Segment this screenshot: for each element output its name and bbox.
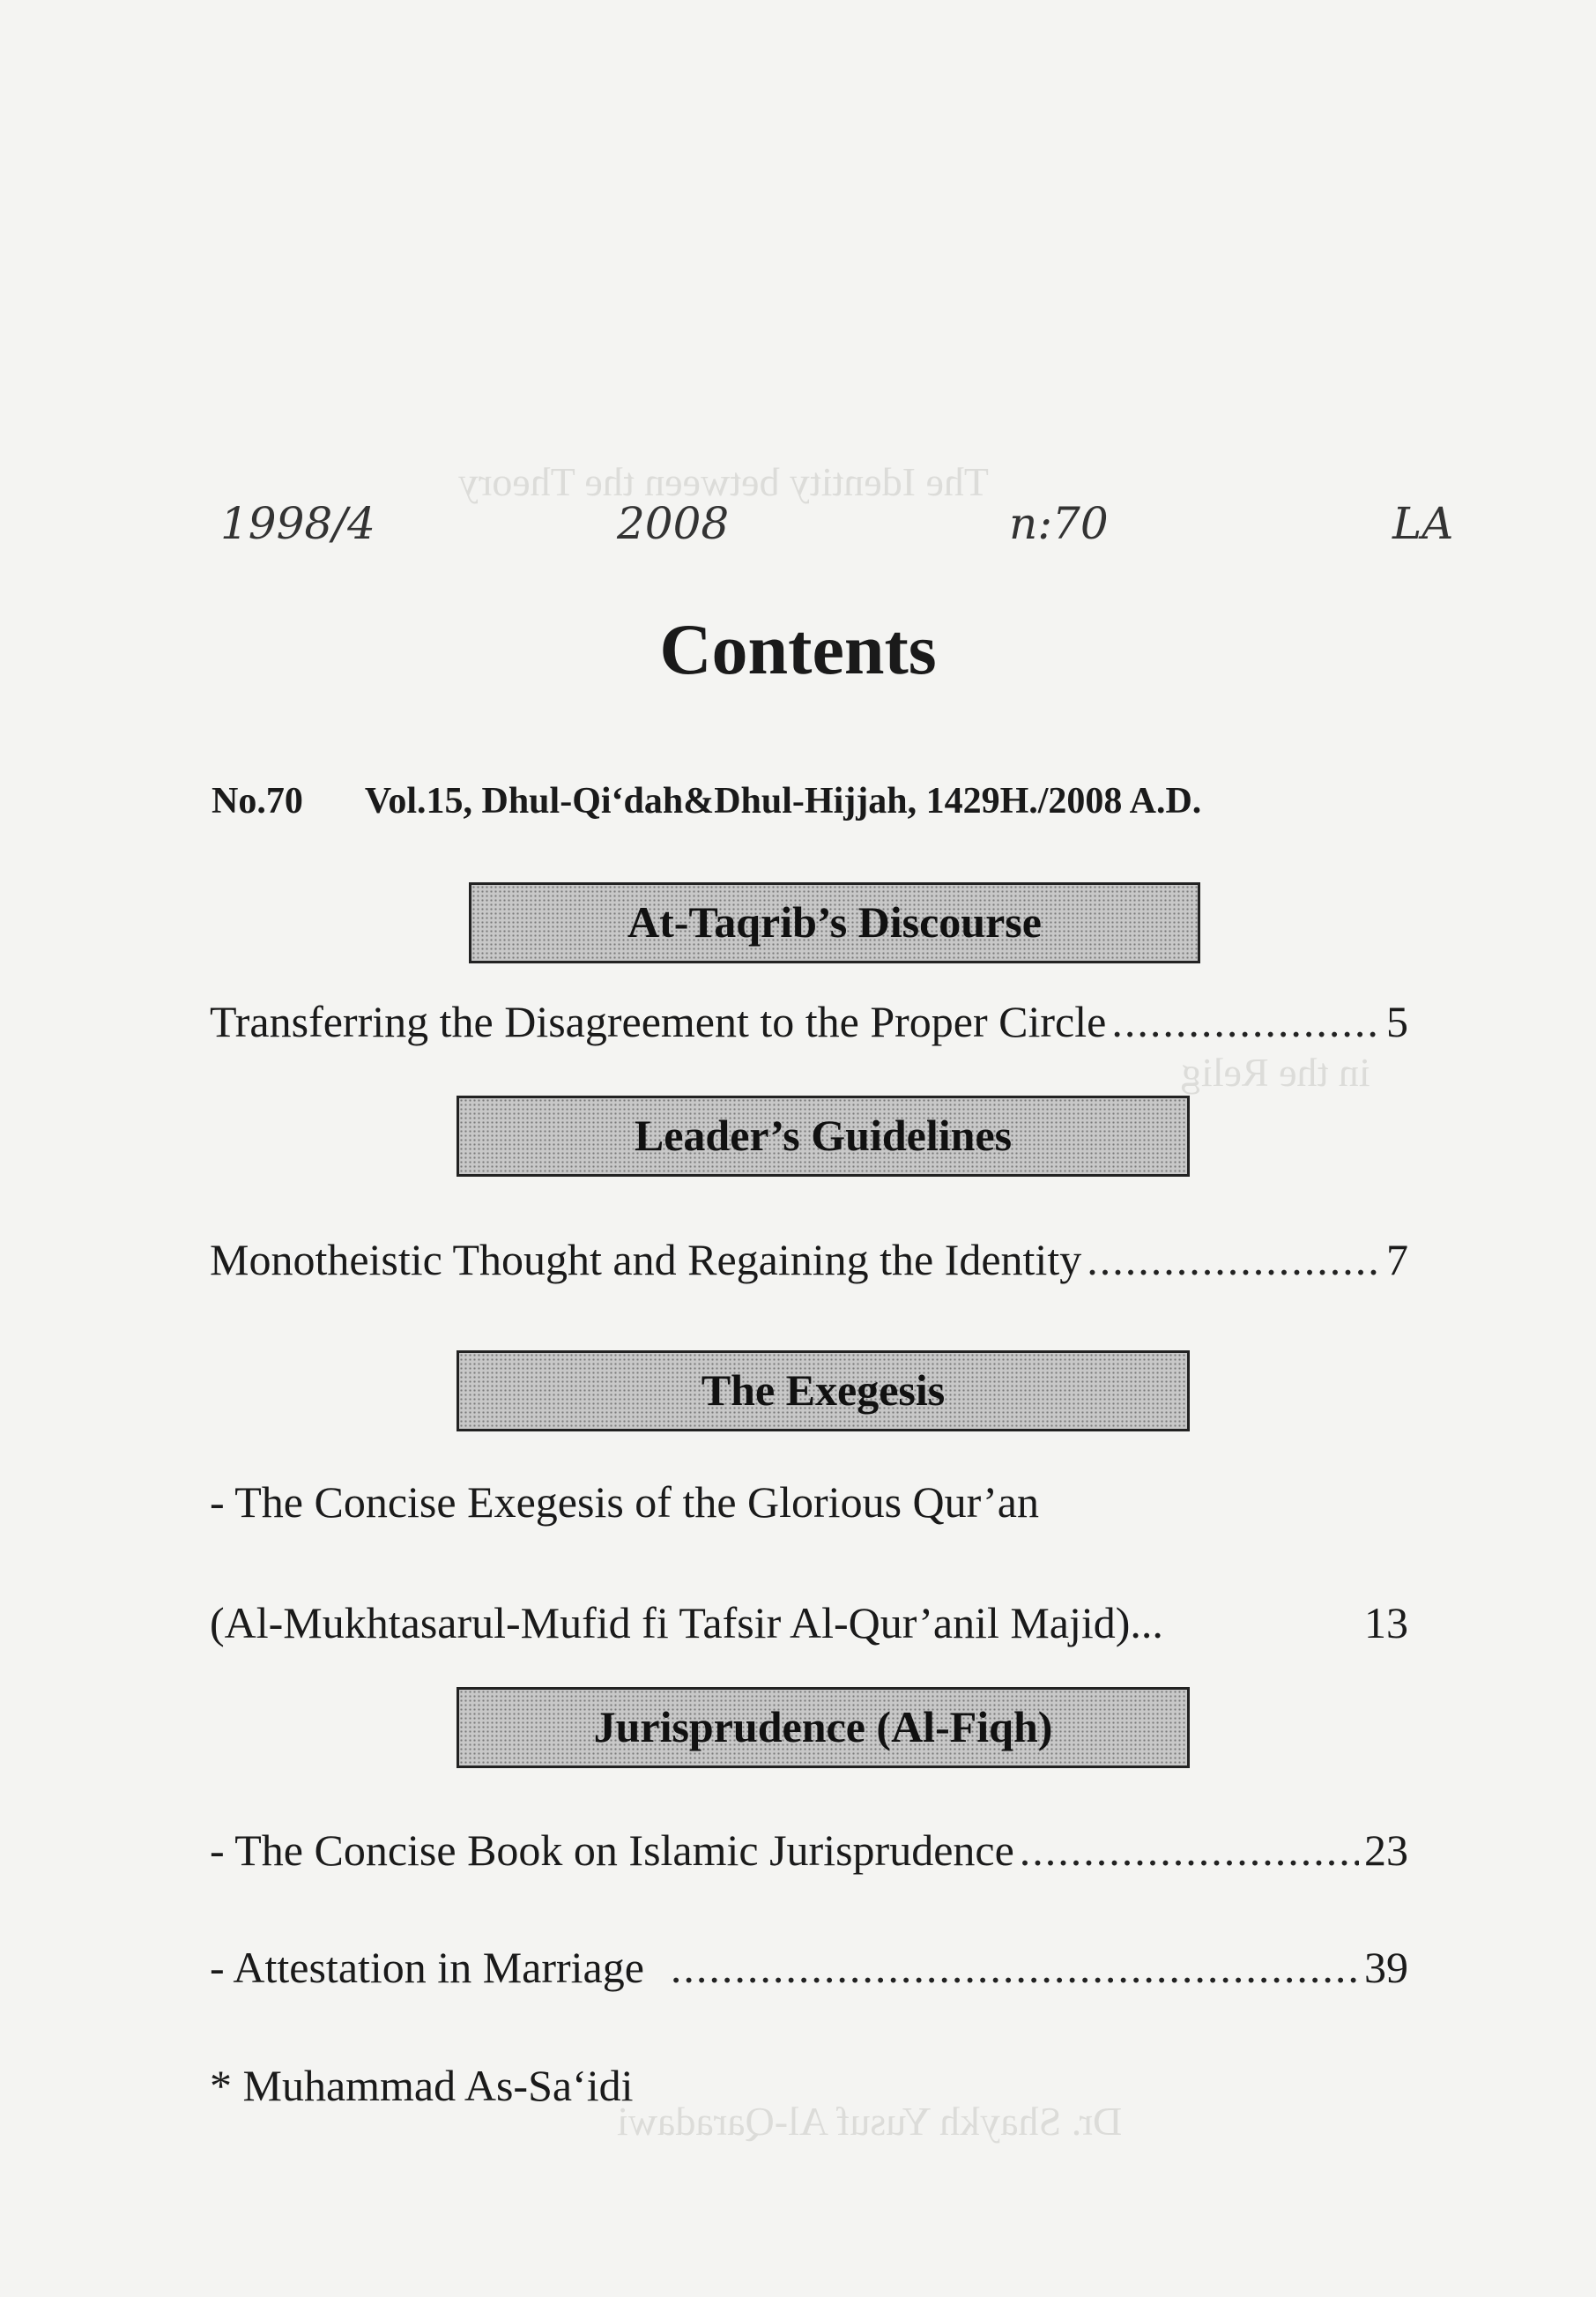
issue-number: No.70: [212, 781, 303, 821]
leader-dots: [671, 1942, 1359, 1993]
bleed-through-text: in the Relig: [1181, 1050, 1370, 1095]
toc-entry[interactable]: [210, 1942, 1408, 1993]
leader-dots: [1087, 1234, 1381, 1285]
page-title: Contents: [659, 609, 937, 689]
toc-entry-title: Transferring the Disagreement to the Proper Circle: [210, 997, 1107, 1046]
toc-entry-title: Monotheistic Thought and Regaining the Identity: [210, 1235, 1082, 1284]
handwritten-note: 2008: [617, 498, 730, 549]
bleed-through-text: Dr. Shaykh Yusuf Al-Qaradawi: [617, 2099, 1123, 2144]
toc-entry[interactable]: [210, 1597, 1408, 1648]
toc-entry-page: 5: [1386, 997, 1408, 1046]
toc-entry-page: 23: [1364, 1825, 1408, 1875]
toc-entry-page: 13: [1364, 1598, 1408, 1647]
toc-entry-title: (Al-Mukhtasarul-Mufid fi Tafsir Al-Qur’anil Majid)...: [210, 1598, 1163, 1647]
section-heading: Jurisprudence (Al-Fiqh): [457, 1687, 1190, 1768]
section-heading: Leader’s Guidelines: [457, 1096, 1190, 1177]
leader-dots: [1111, 996, 1381, 1047]
toc-entry-title: - Attestation in Marriage: [210, 1943, 644, 1992]
toc-entry[interactable]: [210, 1825, 1408, 1876]
toc-entry-title[interactable]: - The Concise Exegesis of the Glorious Qur’an: [210, 1477, 1039, 1527]
handwritten-note: LA: [1392, 498, 1454, 549]
bleed-through-text: The Identity between the Theory: [458, 459, 990, 504]
author-name: * Muhammad As-Sa‘idi: [210, 2061, 634, 2110]
handwritten-note: n:70: [1009, 498, 1109, 549]
toc-entry[interactable]: [210, 1234, 1408, 1285]
section-heading: The Exegesis: [457, 1350, 1190, 1431]
handwritten-note: 1998/4: [220, 498, 375, 549]
issue-volume: Vol.15, Dhul-Qi‘dah&Dhul-Hijjah, 1429H./2008 A.D.: [364, 781, 1202, 821]
toc-entry-title: - The Concise Book on Islamic Jurisprudence: [210, 1825, 1014, 1875]
toc-entry-page: 39: [1364, 1943, 1408, 1992]
leader-dots: [1020, 1825, 1359, 1876]
section-heading: At-Taqrib’s Discourse: [469, 882, 1200, 963]
issue-line: [212, 780, 1201, 822]
toc-entry[interactable]: [210, 996, 1408, 1047]
toc-entry-page: 7: [1386, 1235, 1408, 1284]
